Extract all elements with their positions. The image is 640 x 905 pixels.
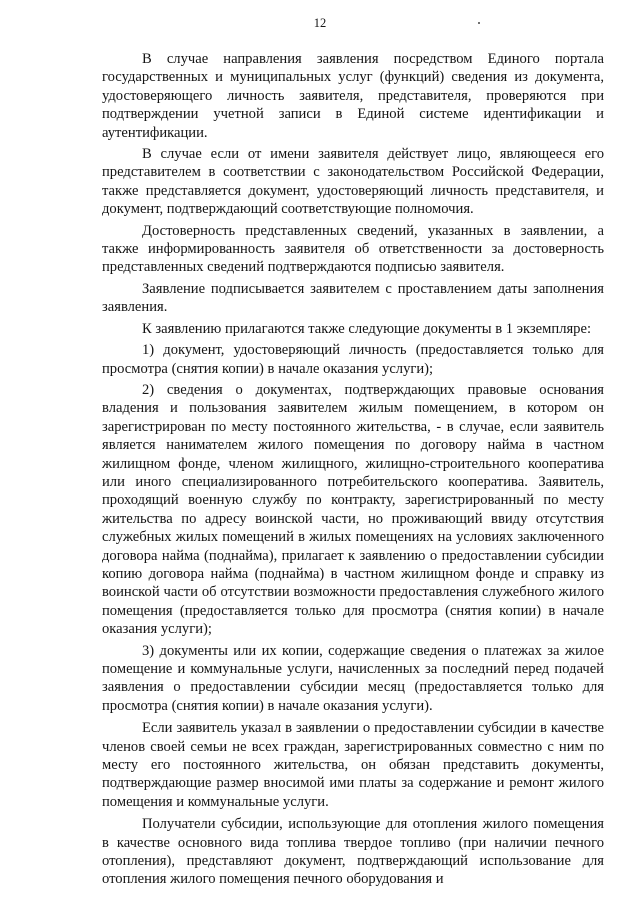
paragraph-epgu-identity-check: В случае направления заявления посредством Единого портала государственных и муниципальных услуг (функций) сведения из документа, удостоверяющего личность заявителя, представителя, проверяются при подтверждении учетной записи в Единой системе идентификации и аутентификации. [102,51,604,141]
paragraph-reliability: Достоверность представленных сведений, указанных в заявлении, а также информированность заявителя об ответственности за достоверность представленных сведений подтверждаются подписью заявителя. [102,222,604,276]
paragraph-representative: В случае если от имени заявителя действует лицо, являющееся его представителем в соответствии с законодательством Российской Федерации, также представляется документ, удостоверяющий личность представителя, и документ, подтверждающий соответствующие полномочия. [102,146,604,218]
page-number: 12 [313,16,327,30]
list-item-3: 3) документы или их копии, содержащие сведения о платежах за жилое помещение и коммунальные услуги, начисленных за последний перед подачей заявления о предоставлении субсидии месяц (предоставляется только для просмотра (снятия копии) в начале оказания услуги). [102,642,604,714]
paragraph-signature: Заявление подписывается заявителем с проставлением даты заполнения заявления. [102,280,604,316]
scan-speck [478,22,480,24]
paragraph-solid-fuel: Получатели субсидии, использующие для отопления жилого помещения в качестве основного вида топлива твердое топливо (при наличии печного отопления), представляют документ, подтверждающий использование для отопления жилого помещения печного оборудования и [102,816,604,888]
list-item-2: 2) сведения о документах, подтверждающих правовые основания владения и пользования заявителем жилым помещением, в котором он зарегистрирован по месту постоянного жительства, - в случае, если заявитель является нанимателем жилого помещения по договору найма в частном жилищном фонде, членом жилищного, жилищно-строительного кооператива или иного специализированного потребительского кооператива. Заявитель, проходящий военную службу по контракту, зарегистрированный по месту жительства по адресу воинской части, но проживающий ввиду отсутствия служебных жилых помещений в жилых помещениях на условиях заключенного договора найма (поднайма), прилагает к заявлению о предоставлении субсидии копию договора найма (поднайма) в частном жилищном фонде и справку из воинской части об отсутствии возможности предоставления служебного жилого помещения (предоставляется только для просмотра (снятия копии) в начале оказания услуги); [102,381,604,638]
paragraph-attachments-intro: К заявлению прилагаются также следующие документы в 1 экземпляре: [142,320,592,337]
list-item-1: 1) документ, удостоверяющий личность (предоставляется только для просмотра (снятия копии) в начале оказания услуги); [102,342,604,377]
paragraph-family-members: Если заявитель указал в заявлении о предоставлении субсидии в качестве членов своей семьи не всех граждан, зарегистрированных совместно с ним по месту его постоянного жительства, он обязан представить документы, подтверждающие размер вносимой ими платы за содержание и ремонт жилого помещения и коммунальные услуги. [102,720,604,810]
document-body [102,50,604,892]
